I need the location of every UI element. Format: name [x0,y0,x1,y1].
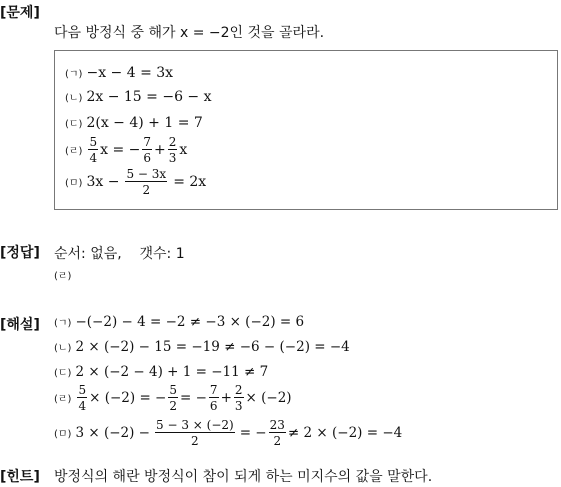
expression-part: × (−2) [245,390,292,406]
option-marker: (ㄴ) [65,92,83,104]
expression-part: = − [239,425,267,441]
option-expression: 2(x − 4) + 1 = 7 [86,115,203,131]
option-marker: (ㄹ) [65,145,83,157]
problem-tag: [문제] [0,5,40,21]
solution-expression: 2 × (−2) − 15 = −19 ≠ −6 − (−2) = −4 [75,339,350,355]
fraction: $\frac{5 - 3x}{2}$ [126,167,167,197]
solution-line-2 [54,335,350,359]
option-marker: (ㄱ) [65,68,83,80]
expression-part: x = − [100,142,141,158]
solution-line-4 [54,384,292,412]
solution-line-1 [54,310,304,334]
fraction: $\frac{5}{4}$ [78,383,87,413]
fraction: $\frac{5}{2}$ [169,383,177,413]
expression-part: × (−2) = − [89,390,167,406]
answer-summary: 순서: 없음, 갯수: 1 [54,246,185,262]
expression-part: = 2x [173,174,207,190]
option-1 [65,61,173,85]
solution-expression: 2 × (−2 − 4) + 1 = −11 ≠ 7 [75,364,269,380]
option-3 [65,111,203,135]
problem-prompt: 다음 방정식 중 해가 x = −2인 것을 골라라. [54,25,325,41]
option-5 [65,167,206,197]
solution-marker: (ㄴ) [54,342,72,354]
fraction: $\frac{7}{6}$ [143,135,152,165]
fraction: $\frac{2}{3}$ [168,135,177,165]
option-expression: −x − 4 = 3x [86,65,174,81]
expression-part: x [179,142,188,158]
option-expression: 2x − 15 = −6 − x [86,89,212,105]
solution-marker: (ㄱ) [54,317,72,329]
solution-marker: (ㅁ) [54,428,72,440]
option-marker: (ㅁ) [65,177,83,189]
fraction: $\frac{2}{3}$ [234,383,243,413]
expression-part: 3x − [86,174,120,190]
fraction: $\frac{7}{6}$ [209,383,218,413]
hint-text: 방정식의 해란 방정식이 참이 되게 하는 미지수의 값을 말한다. [54,469,433,485]
fraction: $\frac{5 - 3 \times (-2)}{2}$ [156,418,234,448]
solution-marker: (ㄷ) [54,367,72,379]
expression-part: = − [180,390,207,406]
expression-part: + [220,390,232,406]
solution-marker: (ㄹ) [54,393,72,405]
expression-part: 3 × (−2) − [75,425,150,441]
fraction: $\frac{23}{2}$ [269,418,285,448]
hint-tag: [힌트] [0,469,40,485]
expression-part: ≠ 2 × (−2) = −4 [287,425,403,441]
solution-expression: −(−2) − 4 = −2 ≠ −3 × (−2) = 6 [75,314,305,330]
solution-line-3 [54,360,268,384]
expression-part: + [154,142,166,158]
answer-choice-marker: (ㄹ) [54,271,72,282]
answer-choice [54,268,75,284]
option-2 [65,85,212,109]
options-box [54,50,558,210]
option-marker: (ㄷ) [65,118,83,130]
solution-tag: [해설] [0,317,40,333]
solution-line-5 [54,416,402,450]
fraction: $\frac{5}{4}$ [89,135,98,165]
option-4 [65,137,187,163]
answer-tag: [정답] [0,245,40,261]
